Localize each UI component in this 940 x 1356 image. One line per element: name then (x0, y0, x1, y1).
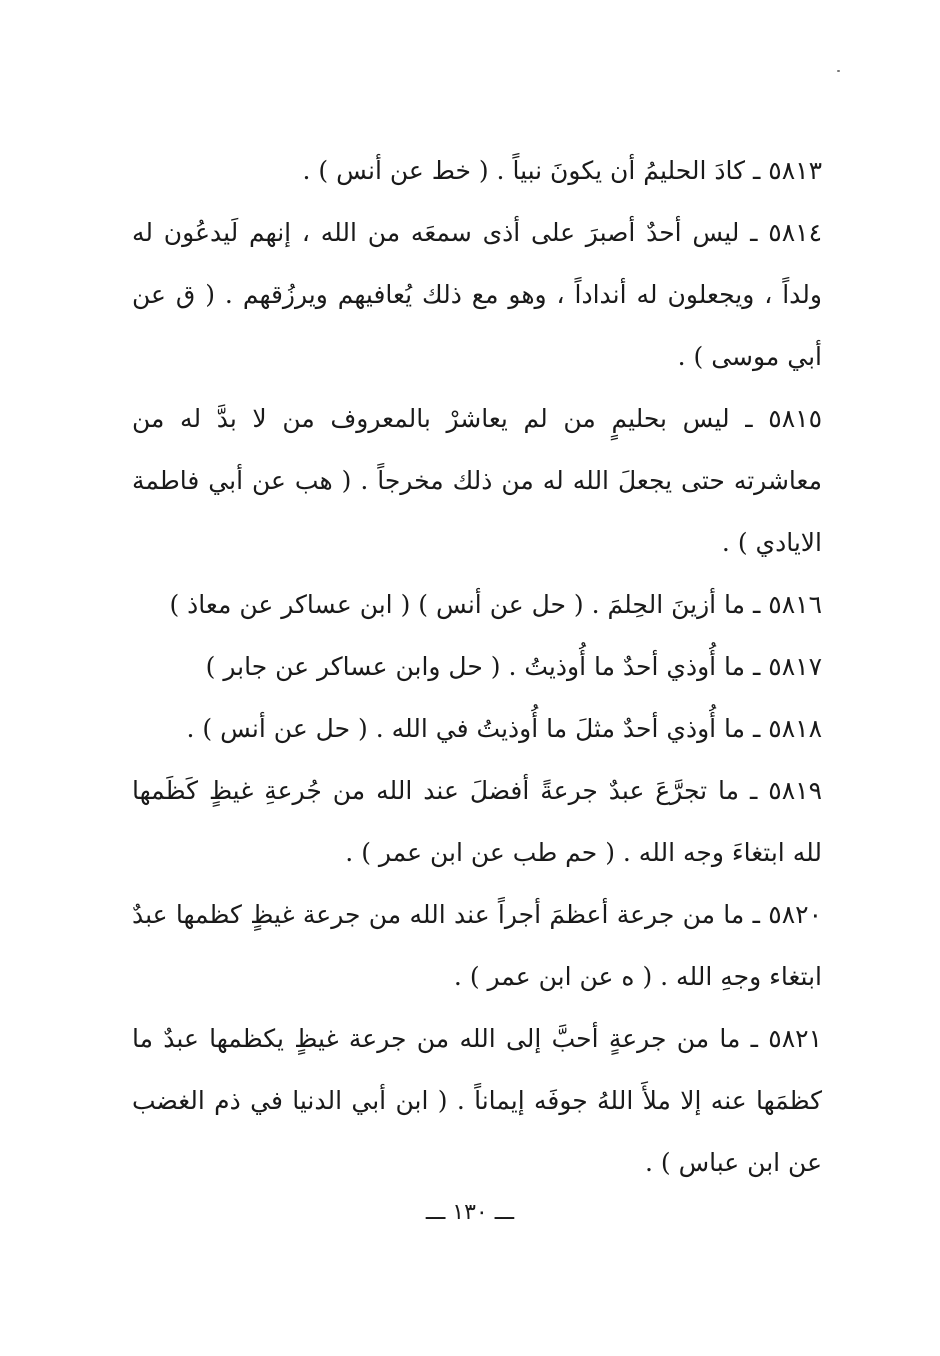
hadith-entry (132, 140, 822, 202)
hadith-number: ٥٨١٨ (768, 714, 822, 743)
hadith-entry (132, 698, 822, 760)
hadith-text: ـ ما من جرعة أعظمَ أجراً عند الله من جرعة غيظٍ كظمها عبدٌ ابتغاء وجهِ الله . ( ه عن ابن عمر ) . (132, 900, 822, 991)
hadith-text: ـ ما أزينَ الحِلمَ . ( حل عن أنس ) ( ابن عساكر عن معاذ ) (169, 590, 761, 619)
hadith-number: ٥٨١٤ (768, 218, 822, 247)
hadith-entry (132, 202, 822, 388)
hadith-text: ـ ما أُوذي أحدٌ مثلَ ما أُوذيتُ في الله . ( حل عن أنس ) . (186, 714, 761, 743)
hadith-entry (132, 574, 822, 636)
page-number: ـــ ١٣٠ ـــ (425, 1200, 515, 1225)
hadith-entry (132, 884, 822, 1008)
hadith-entry (132, 388, 822, 574)
hadith-number: ٥٨١٧ (768, 652, 822, 681)
hadith-text: ـ ما تجرَّعَ عبدٌ جرعةً أفضلَ عند الله من جُرعةِ غيظٍ كَظَمها لله ابتغاءَ وجه الله . ( حم طب عن ابن عمر ) . (132, 776, 822, 867)
hadith-number: ٥٨١٦ (768, 590, 822, 619)
hadith-text: ـ ما من جرعةٍ أحبَّ إلى الله من جرعة غيظٍ يكظمها عبدٌ ما كظمَها عنه إلا ملأَ اللهُ جوفَه إيماناً . ( ابن أبي الدنيا في ذم الغضب عن ابن عباس ) . (132, 1024, 822, 1177)
hadith-number: ٥٨١٥ (768, 404, 822, 433)
hadith-number: ٥٨١٣ (768, 156, 822, 185)
hadith-entries (132, 140, 822, 1194)
hadith-text: ـ ليس أحدٌ أصبرَ على أذى سمعَه من الله ، إنهم لَيدعُون له ولداً ، ويجعلون له أنداداً ، وهو مع ذلك يُعافيهم ويرزُقهم . ( ق عن أبي موسى ) . (132, 218, 822, 371)
hadith-number: ٥٨٢١ (768, 1024, 822, 1053)
scan-speck (837, 70, 840, 72)
hadith-entry (132, 760, 822, 884)
hadith-entry (132, 636, 822, 698)
hadith-number: ٥٨٢٠ (768, 900, 822, 929)
hadith-text: ـ ليس بحليمٍ من لم يعاشرْ بالمعروف من لا بدَّ له من معاشرته حتى يجعلَ الله له من ذلك مخرجاً . ( هب عن أبي فاطمة الايادي ) . (132, 404, 822, 557)
hadith-text: ـ كادَ الحليمُ أن يكونَ نبياً . ( خط عن أنس ) . (302, 156, 761, 185)
hadith-entry (132, 1008, 822, 1194)
hadith-text: ـ ما أُوذي أحدٌ ما أُوذيتُ . ( حل وابن عساكر عن جابر ) (205, 652, 761, 681)
hadith-number: ٥٨١٩ (768, 776, 822, 805)
